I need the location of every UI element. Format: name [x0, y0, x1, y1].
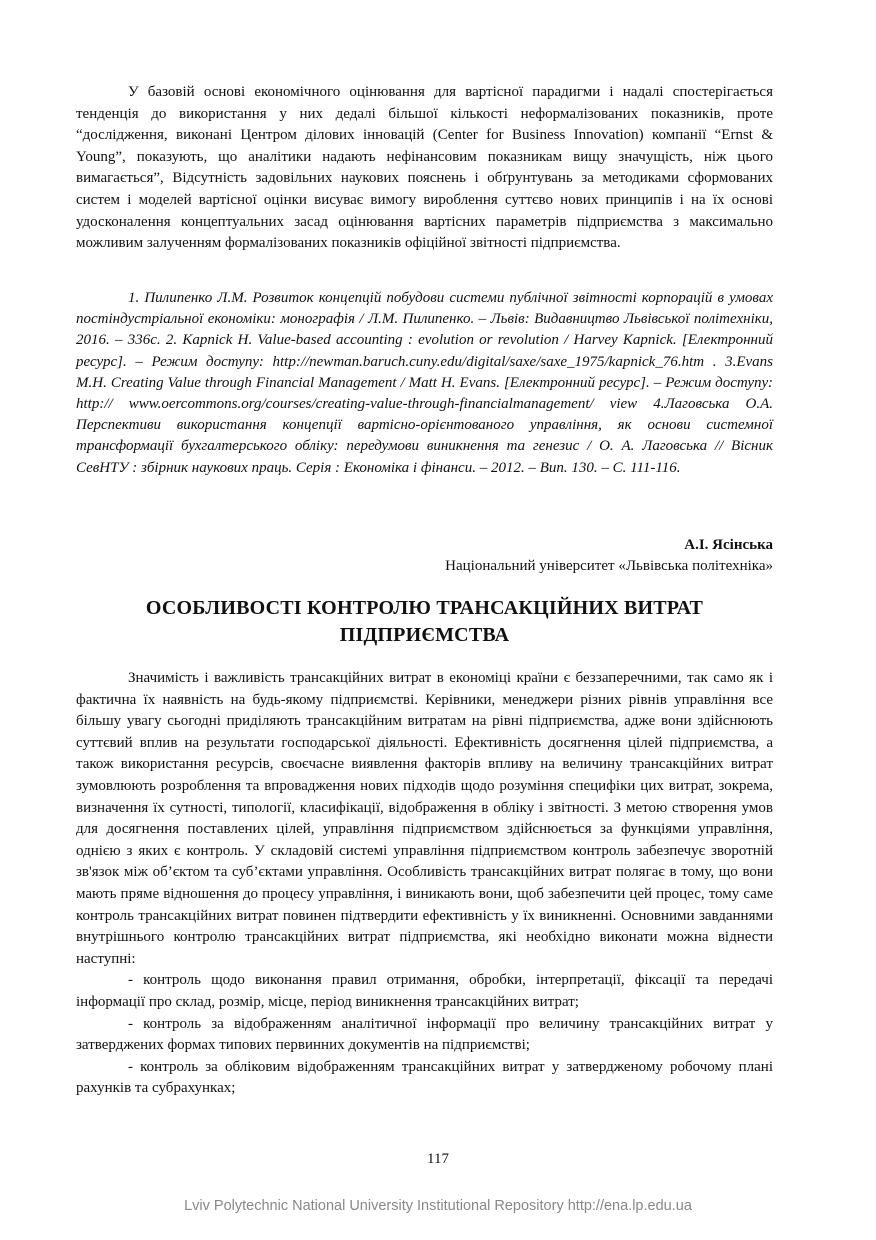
article-title	[76, 595, 773, 649]
repository-footer: Lviv Polytechnic National University Institutional Repository http://ena.lp.edu.ua	[184, 1198, 692, 1214]
author-name: А.І. Ясінська	[684, 537, 773, 553]
bullet-item: - контроль за обліковим відображенням трансакційних витрат у затвердженому робочому плані рахунків та субрахунках;	[76, 1058, 773, 1097]
bullet-item: - контроль за відображенням аналітичної інформації про величину трансакційних витрат у затверджених формах типових первинних документів на підприємстві;	[76, 1015, 773, 1054]
page-number: 117	[427, 1151, 449, 1167]
main-paragraph: Значимість і важливість трансакційних витрат в економіці країни є беззаперечними, так само як і фактична їх наявність на будь-якому підприємстві. Керівники, менеджери різних рівнів управління все більшу увагу сьогодні приділяють трансакційним витратам на рівні підприємства, адже вони здійснюють суттєвий вплив на результати господарської діяльності. Ефективність досягнення цілей підприємства, а також використання ресурсів, своєчасне виявлення факторів впливу на величину трансакційних витрат зумовлюють розроблення та впровадження нових підходів щодо розуміння специфіки цих витрат, зокрема, визначення їх сутності, типології, класифікації, відображення в обліку і звітності. З метою створення умов для досягнення поставлених цілей, управління підприємством здійснюється за функціями управління, однією з яких є контроль. У складовій системі управління підприємством контроль забезпечує зворотній зв'язок між об’єктом та суб’єктами управління. Особливість трансакційних витрат полягає в тому, що вони мають пряме відношення до процесу управління, і виникають вони, щоб забезпечити цей процес, тому саме контроль трансакційних витрат повинен підтвердити ефективність у їх виникненні. Основними завданнями внутрішнього контролю трансакційних витрат підприємства, які необхідно виконати можна віднести наступні:	[76, 670, 773, 967]
intro-paragraph: У базовій основі економічного оцінювання для вартісної парадигми і надалі спостерігається тенденція до використання у них дедалі більшої кількості неформалізованих показників, проте “дослідження, виконані Центром ділових інновацій (Center for Business Innovation) компанії “Ernst & Young”, показують, що аналітики надають нефінансовим показникам вищу значущість, ніж цього вимагається”, Відсутність задовільних наукових пояснень і обґрунтувань за методиками сформованих систем і моделей вартісної оцінки висуває вимогу вироблення суттєво нових принципів і на їх основі удосконалення концептуальних засад оцінювання вартісних параметрів підприємства з максимально можливим залученням формалізованих показників офіційної звітності підприємства.	[76, 84, 773, 252]
article-body	[76, 668, 773, 1100]
author-affiliation: Національний університет «Львівська політехніка»	[445, 558, 773, 574]
title-line-1: ОСОБЛИВОСТІ КОНТРОЛЮ ТРАНСАКЦІЙНИХ ВИТРАТ	[145, 597, 704, 619]
bullet-item: - контроль щодо виконання правил отримання, обробки, інтерпретації, фіксації та передачі інформації про склад, розмір, місце, період виникнення трансакційних витрат;	[76, 972, 773, 1010]
title-line-2: ПІДПРИЄМСТВА	[339, 624, 510, 646]
references-list: 1. Пилипенко Л.М. Розвиток концепцій побудови системи публічної звітності корпорацій в умовах постіндустріальної економіки: монографія / Л.М. Пилипенко. – Львів: Видавництво Львівської політехніки, 2016. – 336с. 2. Kapnick H. Value-based accounting : evolution or revolution / Harvey Kapnick. [Електронний ресурс]. – Режим доступу: http://newman.baruch.cuny.edu/digital/saxe/saxe_1975/kapnick_76.htm . 3.Evans M.H. Creating Value through Financial Management / Matt H. Evans. [Електронний ресурс]. – Режим доступу: http:// www.oercommons.org/courses/creating-value-through-financialmanagement/ view 4.Лаговська О.А. Перспективи використання концепції вартісно-орієнтованого управління, як основи системної трансформації бухгалтерського обліку: передумови виникнення та генезис / О. А. Лаговська // Вісник СевНТУ : збірник наукових праць. Серія : Економіка і фінанси. – 2012. – Вип. 130. – С. 111-116.	[76, 290, 773, 476]
